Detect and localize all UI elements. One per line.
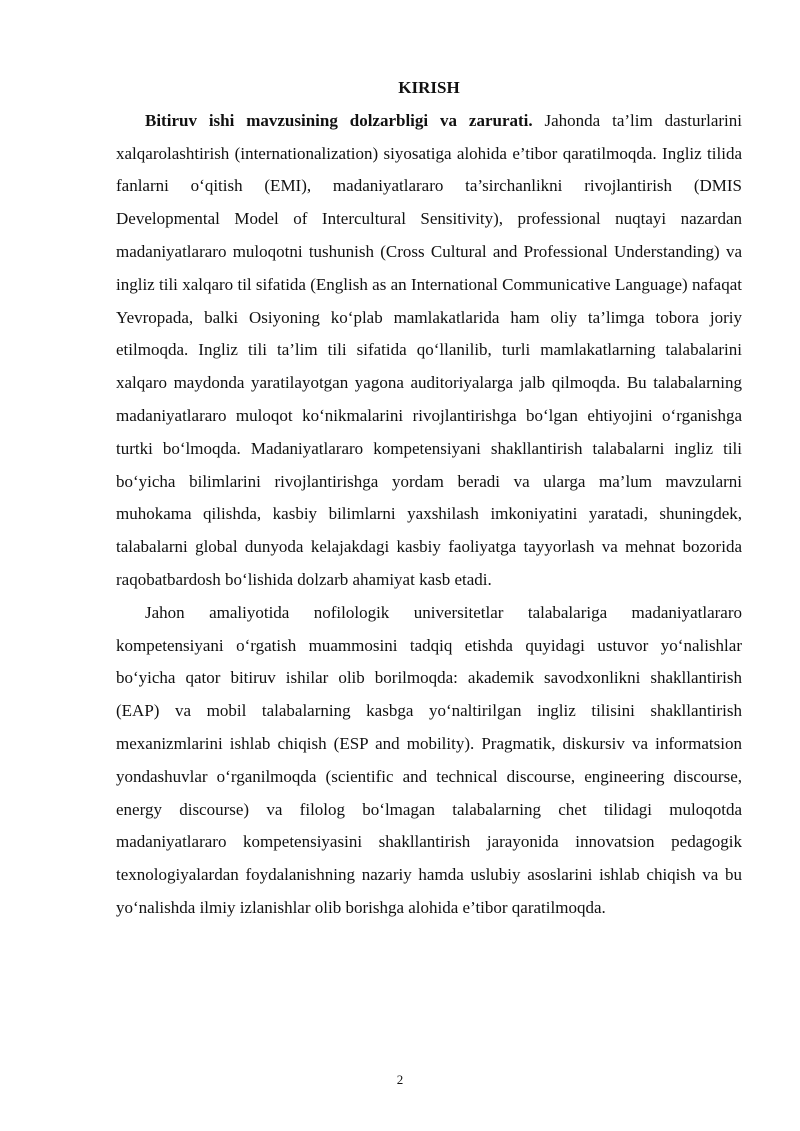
paragraph-relevance: [116, 105, 742, 597]
section-title: KIRISH: [398, 78, 460, 97]
page-number: 2: [396, 1072, 404, 1087]
paragraph-text: Jahonda ta’lim dasturlarini xalqarolashtirish (internationalization) siyosatiga alohida e’tibor qaratilmoqda. Ingliz tilida fanlarni o‘qitish (EMI), madaniyatlararo ta’sirchanlikni rivojlantirish (DMIS Developmental Model of Intercultural Sensitivity), professional nuqtayi nazardan madaniyatlararo muloqotni tushunish (Cross Cultural and Professional Understanding) va ingliz tili xalqaro til sifatida (English as an International Communicative Language) nafaqat Yevropada, balki Osiyoning ko‘plab mamlakatlarida ham oliy ta’limga tobora joriy etilmoqda. Ingliz tili ta’lim tili sifatida qo‘llanilib, turli mamlakatlarning talabalarini xalqaro maydonda yaratilayotgan yagona auditoriyalarga jalb qilmoqda. Bu talabalarning madaniyatlararo muloqot ko‘nikmalarini rivojlantirishga bo‘lgan ehtiyojini o‘rganishga turtki bo‘lmoqda. Madaniyatlararo kompetensiyani shakllantirish talabalarni ingliz tili bo‘yicha bilimlarini rivojlantirishga yordam beradi va ularga ma’lum mavzularni muhokama qilishda, kasbiy bilimlarni yaxshilash imkoniyatini yaratadi, shuningdek, talabalarni global dunyoda kelajakdagi kasbiy faoliyatga tayyorlash va mehnat bozorida raqobatbardosh bo‘lishida dolzarb ahamiyat kasb etadi.: [116, 110, 742, 589]
paragraph-world-practice: [116, 597, 742, 925]
paragraph-text: Jahon amaliyotida nofilologik universitetlar talabalariga madaniyatlararo kompetensiyani o‘rgatish muammosini tadqiq etishda quyidagi ustuvor yo‘nalishlar bo‘yicha qator bitiruv ishilar olib borilmoqda: akademik savodxonlikni shakllantirish (EAP) va mobil talabalarning kasbga yo‘naltirilgan ingliz tilisini shakllantirish mexanizmlarini ishlab chiqish (ESP and mobility). Pragmatik, diskursiv va informatsion yondashuvlar o‘rganilmoqda (scientific and technical discourse, engineering discourse, energy discourse) va filolog bo‘lmagan talabalarning chet tilidagi muloqotda madaniyatlararo kompetensiyasini shakllantirish jarayonida innovatsion pedagogik texnologiyalardan foydalanishning nazariy hamda uslubiy asoslarini ishlab chiqish va bu yo‘nalishda ilmiy izlanishlar olib borishga alohida e’tibor qaratilmoqda.: [116, 602, 742, 917]
page-body: [116, 72, 742, 925]
paragraph-lead: Bitiruv ishi mavzusining dolzarbligi va zarurati.: [145, 110, 533, 130]
